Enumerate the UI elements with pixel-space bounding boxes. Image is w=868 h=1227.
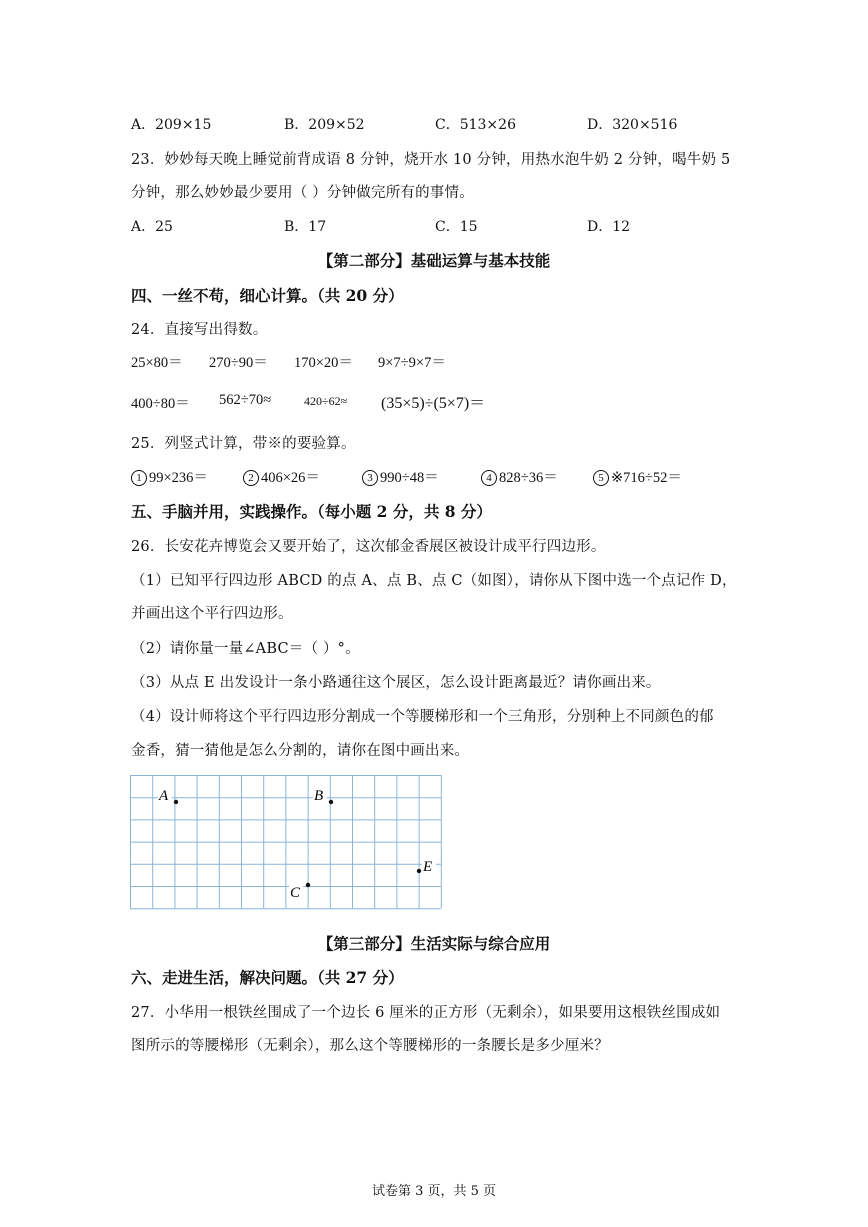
- q24-r2-3: 420÷62≈: [304, 394, 348, 408]
- q24-r1-2: 270÷90＝: [209, 355, 268, 371]
- section5-title: 五、手脑并用，实践操作。（每小题 2 分，共 8 分）: [131, 502, 492, 521]
- q25-item-3-expr: 990÷48＝: [380, 470, 439, 486]
- q23-option-a: A．25: [131, 219, 173, 235]
- part3-title: 【第三部分】生活实际与综合应用: [317, 934, 551, 953]
- q22-option-b: B．209×52: [284, 117, 365, 133]
- q25-item-4-number: 4: [481, 470, 497, 486]
- q25-item-1: [131, 466, 208, 487]
- parallelogram-grid-figure: [130, 775, 442, 915]
- q25-item-2-number: 2: [243, 470, 259, 486]
- q26-sub4-line1: （4）设计师将这个平行四边形分割成一个等腰梯形和一个三角形，分别种上不同颜色的郁: [131, 709, 714, 725]
- point-b-dot: [329, 800, 333, 804]
- point-c-dot: [306, 883, 310, 887]
- part2-title: 【第二部分】基础运算与基本技能: [317, 251, 551, 270]
- q25-item-3-number: 3: [362, 470, 378, 486]
- q23-line1: 23．妙妙每天晚上睡觉前背成语 8 分钟，烧开水 10 分钟，用热水泡牛奶 2 分钟，喝牛奶 5: [131, 152, 731, 168]
- q26-sub2: （2）请你量一量∠ABC＝（ ）°。: [131, 641, 360, 657]
- q25-item-2-expr: 406×26＝: [261, 470, 320, 486]
- q27-line2: 图所示的等腰梯形（无剩余），那么这个等腰梯形的一条腰长是多少厘米？: [131, 1038, 609, 1054]
- point-a-dot: [174, 800, 178, 804]
- section4-title: 四、一丝不苟，细心计算。（共 20 分）: [131, 286, 404, 305]
- q26-sub3: （3）从点 E 出发设计一条小路通往这个展区，怎么设计距离最近？请你画出来。: [131, 675, 661, 691]
- q24-r1-1: 25×80＝: [131, 355, 183, 371]
- q24-r1-3: 170×20＝: [294, 355, 353, 371]
- q22-option-d: D．320×516: [587, 117, 678, 133]
- grid-lines: [130, 775, 441, 909]
- q25-item-5-expr: ※716÷52＝: [611, 470, 682, 486]
- q25-item-4-expr: 828÷36＝: [499, 470, 558, 486]
- q27-line1: 27．小华用一根铁丝围成了一个边长 6 厘米的正方形（无剩余），如果要用这根铁丝围成如: [131, 1005, 721, 1021]
- q25-item-1-number: 1: [131, 470, 147, 486]
- q24-r2-4: (35×5)÷(5×7)＝: [381, 395, 486, 412]
- q23-line2: 分钟，那么妙妙最少要用（ ）分钟做完所有的事情。: [131, 185, 474, 201]
- q23-option-d: D．12: [587, 219, 631, 235]
- point-e-dot: [417, 869, 421, 873]
- q26-sub1-line1: （1）已知平行四边形 ABCD 的点 A、点 B、点 C（如图），请你从下图中选一个点记作 D，: [131, 573, 737, 589]
- q23-option-c: C．15: [435, 219, 478, 235]
- label-c: C: [290, 885, 301, 901]
- label-a: A: [159, 788, 169, 804]
- q25-item-5: [593, 466, 682, 487]
- q24-r2-1: 400÷80＝: [131, 396, 190, 412]
- q22-option-c: C．513×26: [435, 117, 516, 133]
- q26-sub1-line2: 并画出这个平行四边形。: [131, 606, 293, 622]
- q25-item-3: [362, 466, 439, 487]
- q26-stem: 26．长安花卉博览会又要开始了，这次郁金香展区被设计成平行四边形。: [131, 539, 606, 555]
- q25-stem: 25．列竖式计算，带※的要验算。: [131, 436, 356, 452]
- label-e: E: [423, 859, 433, 875]
- q26-sub4-line2: 金香，猜一猜他是怎么分割的，请你在图中画出来。: [131, 743, 470, 759]
- q22-option-a: A．209×15: [131, 117, 212, 133]
- q24-r2-2: 562÷70≈: [219, 392, 272, 408]
- q24-stem: 24．直接写出得数。: [131, 322, 268, 338]
- section6-title: 六、走进生活，解决问题。（共 27 分）: [131, 968, 404, 987]
- q25-item-1-expr: 99×236＝: [149, 470, 208, 486]
- q23-option-b: B．17: [284, 219, 327, 235]
- page-footer: 试卷第 3 页，共 5 页: [371, 1184, 497, 1199]
- q25-item-4: [481, 466, 558, 487]
- q25-item-2: [243, 466, 320, 487]
- label-b: B: [314, 788, 324, 804]
- q24-r1-4: 9×7÷9×7＝: [378, 355, 446, 371]
- q25-item-5-number: 5: [593, 470, 609, 486]
